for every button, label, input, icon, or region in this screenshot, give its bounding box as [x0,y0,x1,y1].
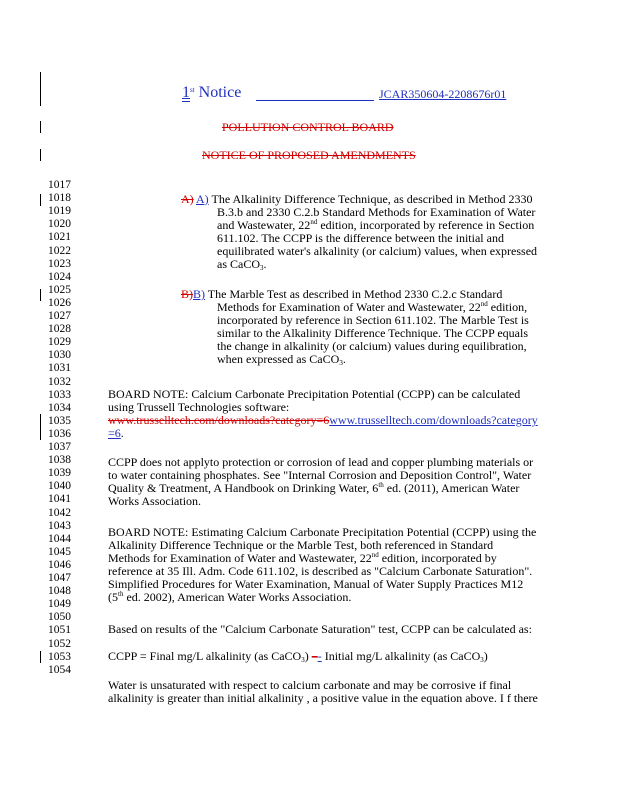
new-url-link[interactable]: www.trusselltech.com/downloads?category [329,413,538,427]
item-b-line-6: when expressed as CaCO$_3$. [217,352,346,367]
change-bar-title [40,149,41,161]
line-number: 1038 [48,454,71,467]
old-url-link[interactable]: www.trusselltech.com/downloads?category=6 [108,413,330,427]
new-url-link-cont[interactable]: =6 [108,426,121,440]
line-number: 1028 [48,323,71,336]
line-number: 1045 [48,545,71,558]
formula-old-operator: – [311,649,318,663]
line-number: 1029 [48,336,71,349]
line-number: 1046 [48,558,71,571]
change-bar-1051 [40,651,41,663]
item-a-line-4: 611.102. The CCPP is the difference between the initial and [217,231,504,245]
line-number: 1044 [48,532,71,545]
line-number: 1024 [48,270,71,283]
note2-line-1: BOARD NOTE: Estimating Calcium Carbonate Precipitation Potential (CCPP) using the [108,525,537,539]
line-number: 1043 [48,519,71,532]
document-id: JCAR350604-2208676r01 [379,87,507,101]
note2-line-4: reference at 35 Ill. Adm. Code 611.102, is described as "Calcium Carbonate Saturation". [108,564,533,578]
item-b-line-4: similar to the Alkalinity Difference Technique. The CCPP equals [217,326,528,340]
line-number: 1022 [48,244,71,257]
line-number: 1017 [48,179,71,191]
water-para-line-1: Water is unsaturated with respect to calcium carbonate and may be corrosive if final [108,678,512,692]
item-a-line-1: A) A) The Alkalinity Difference Technique, as described in Method 2330 [181,192,533,206]
line-number: 1051 [48,624,71,637]
line-number: 1026 [48,296,71,309]
notice-number-suffix: st [190,86,195,94]
item-b-line-3: incorporated by reference in Section 611.102. The Marble Test is [217,313,529,327]
notice-number: 1 [182,84,190,101]
line-number: 1031 [48,362,71,375]
line-number: 1047 [48,572,71,584]
notice-title: NOTICE OF PROPOSED AMENDMENTS [202,148,416,162]
item-a-new-label: A) [196,192,209,206]
line-number: 1035 [48,414,71,427]
note2-line-3: Methods for Examination of Water and Wastewater, 22nd edition, incorporated by [108,551,497,565]
line-number: 1048 [48,585,71,598]
change-bar-header [40,72,41,106]
line-number: 1042 [48,506,71,519]
ccpp-para-line-4: Works Association. [108,494,202,508]
change-bar-1018 [40,194,41,206]
item-b-old-label: B) [181,287,193,301]
line-number: 1041 [48,493,71,506]
ccpp-para-line-1: CCPP does not applyto protection or corrosion of lead and copper plumbing materials or [108,455,534,469]
notice-heading [182,84,241,102]
ccpp-para-line-3: Quality & Treatment, A Handbook on Drinking Water, 6th ed. (2011), American Water [108,481,520,495]
line-number: 1052 [48,637,71,650]
note1-line-2: using Trussell Technologies software: [108,400,290,414]
line-number: 1018 [48,192,71,205]
line-number: 1025 [48,283,71,296]
item-b-new-label: B) [193,287,205,301]
header-rule [256,100,374,101]
line-number: 1037 [48,441,71,453]
line-number: 1032 [48,375,71,388]
line-number: 1020 [48,218,71,231]
note2-line-6: (5th ed. 2002), American Water Works Association. [108,590,352,604]
line-number: 1054 [48,663,71,676]
item-a-line-2: B.3.b and 2330 C.2.b Standard Methods for Examination of Water [217,205,536,219]
ccpp-para-line-2: to water containing phosphates. See "Internal Corrosion and Deposition Control", Water [108,468,532,482]
ccpp-formula: CCPP = Final mg/L alkalinity (as CaCO$_3$) –- Initial mg/L alkalinity (as CaCO$_3$) [108,649,488,664]
change-bar-1025 [40,289,41,301]
line-number: 1034 [48,401,71,414]
item-a-line-3: and Wastewater, 22nd edition, incorporated by reference in Section [217,218,535,232]
notice-word: Notice [198,84,242,101]
line-number: 1033 [48,388,71,401]
line-number: 1050 [48,611,71,624]
formula-new-operator: - [317,649,322,663]
water-para-line-2: alkalinity is greater than initial alkalinity , a positive value in the equation above. I f there [108,691,538,705]
item-a-line-6: as CaCO$_3$. [217,257,267,272]
item-b-line-2: Methods for Examination of Water and Wastewater, 22nd edition, [217,300,528,314]
note1-line-3 [108,414,538,427]
line-number: 1039 [48,467,71,480]
line-number: 1049 [48,598,71,611]
line-number: 1021 [48,231,71,244]
item-b-line-5: the change in alkalinity (or calcium) values during equilibration, [217,339,527,353]
note1-line-1: BOARD NOTE: Calcium Carbonate Precipitation Potential (CCPP) can be calculated [108,387,521,401]
note2-line-5: Simplified Procedures for Water Examination, Manual of Water Supply Practices M12 [108,577,524,591]
based-on-para: Based on results of the "Calcium Carbonate Saturation" test, CCPP can be calculated as: [108,622,532,636]
line-number: 1053 [48,650,71,663]
line-number: 1019 [48,205,71,218]
board-name: POLLUTION CONTROL BOARD [222,120,394,134]
item-b-line-1: B)B) The Marble Test as described in Method 2330 C.2.c Standard [181,287,503,301]
change-bar-1034 [40,414,41,440]
note2-line-2: Alkalinity Difference Technique or the Marble Test, both referenced in Standard [108,538,494,552]
line-number: 1040 [48,480,71,493]
note1-line-4: =6. [108,426,124,440]
line-number: 1036 [48,427,71,440]
line-number: 1027 [48,310,71,322]
line-number: 1023 [48,257,71,270]
change-bar-board [40,121,41,133]
item-a-line-5: equilibrated water's alkalinity (or calcium) values, when expressed [217,244,538,258]
line-number: 1030 [48,349,71,362]
item-a-old-label: A) [181,192,194,206]
